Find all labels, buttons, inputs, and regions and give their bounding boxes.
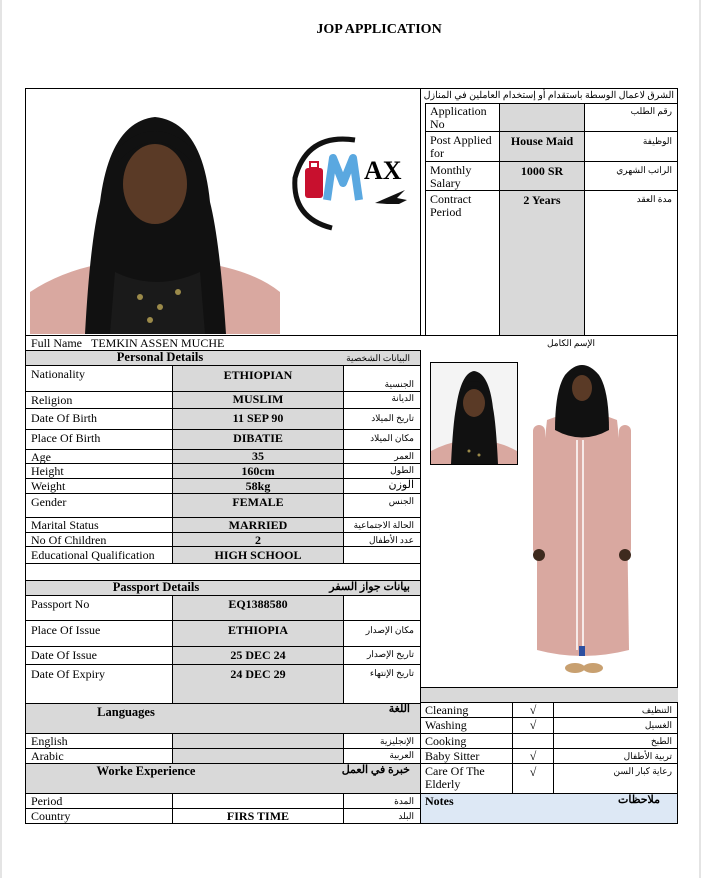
personal-heading: Personal Details <box>116 350 204 364</box>
post-applied-label-ar: الوظيفة <box>642 136 672 146</box>
nationality-value: ETHIOPIAN <box>223 368 293 382</box>
passport-photo <box>430 362 518 465</box>
full-body-photo <box>527 350 637 685</box>
arabic-label-ar: العربية <box>389 750 414 760</box>
marital-status-label: Marital Status <box>31 518 99 532</box>
nationality-label-ar: الجنسية <box>384 379 414 389</box>
baby-sitter-label-ar: تربية الأطفال <box>623 751 672 761</box>
religion-label-ar: الديانة <box>391 393 414 403</box>
age-label-ar: العمر <box>394 451 414 461</box>
elderly-care-check: √ <box>529 765 537 779</box>
pob-label-ar: مكان الميلاد <box>370 433 414 443</box>
height-label-ar: الطول <box>390 465 414 475</box>
page-title: JOP APPLICATION <box>316 22 442 37</box>
contract-period-label: Contract Period <box>430 192 472 219</box>
date-of-expiry-value: 24 DEC 29 <box>230 667 286 681</box>
application-no-label: Application No <box>430 104 487 131</box>
date-of-expiry-label: Date Of Expiry <box>31 667 105 681</box>
date-of-issue-label-ar: تاريخ الإصدار <box>366 649 414 659</box>
weight-label-ar: الوزن <box>388 479 414 491</box>
height-value: 160cm <box>241 464 275 478</box>
english-label: English <box>31 734 68 748</box>
weight-label: Weight <box>31 479 66 493</box>
gender-label-ar: الجنس <box>388 496 414 506</box>
experience-heading-ar: خبرة في العمل <box>341 764 410 776</box>
religion-value: MUSLIM <box>232 392 284 406</box>
date-of-issue-label: Date Of Issue <box>31 648 97 662</box>
children-value: 2 <box>255 533 261 547</box>
place-of-issue-value: ETHIOPIA <box>227 623 288 637</box>
dob-label: Date Of Birth <box>31 411 97 425</box>
monthly-salary-label-ar: الراتب الشهري <box>616 165 672 175</box>
baby-sitter-check: √ <box>529 749 537 763</box>
post-applied-value: House Maid <box>510 134 574 148</box>
page-edge-left <box>0 0 2 878</box>
logo-text: AX <box>364 156 402 185</box>
agency-logo <box>287 128 415 233</box>
languages-heading: Languages <box>97 705 155 719</box>
place-of-issue-label-ar: مكان الإصدار <box>365 625 414 635</box>
washing-label-ar: الغسيل <box>644 720 672 730</box>
full-name-value: TEMKIN ASSEN MUCHE <box>91 336 225 350</box>
children-label-ar: عدد الأطفال <box>369 535 414 545</box>
height-label: Height <box>31 464 64 478</box>
english-label-ar: الإنجليزية <box>380 736 414 746</box>
pob-value: DIBATIE <box>233 431 283 445</box>
notes-label: Notes <box>425 794 454 808</box>
period-label: Period <box>31 794 63 808</box>
marital-status-value: MARRIED <box>228 518 288 532</box>
agency-name-ar: الشرق لاعمال الوسطة باستقدام أو إستخدام العاملين في المنازل <box>423 91 674 101</box>
weight-value: 58kg <box>245 479 271 493</box>
cooking-label-ar: الطبخ <box>650 736 672 746</box>
contract-period-label-ar: مدة العقد <box>636 194 672 204</box>
nationality-label: Nationality <box>31 367 85 381</box>
passport-heading-ar: بيانات جواز السفر <box>329 581 410 593</box>
baby-sitter-label: Baby Sitter <box>425 749 480 763</box>
passport-no-label: Passport No <box>31 597 90 611</box>
pob-label: Place Of Birth <box>31 431 101 445</box>
candidate-portrait <box>30 92 280 334</box>
cleaning-label: Cleaning <box>425 703 469 717</box>
passport-no-value: EQ1388580 <box>228 597 288 611</box>
personal-heading-ar: البيانات الشخصية <box>346 353 410 363</box>
monthly-salary-value: 1000 SR <box>520 164 564 178</box>
elderly-care-label-ar: رعاية كبار السن <box>613 766 672 776</box>
marital-status-label-ar: الحالة الاجتماعية <box>353 520 414 530</box>
elderly-care-label: Care Of The Elderly <box>425 764 485 791</box>
monthly-salary-label: Monthly Salary <box>430 163 472 190</box>
place-of-issue-label: Place Of Issue <box>31 623 101 637</box>
country-label-ar: البلد <box>398 811 414 821</box>
experience-heading: Worke Experience <box>96 764 196 778</box>
education-value: HIGH SCHOOL <box>214 548 302 562</box>
application-no-label-ar: رقم الطلب <box>630 106 672 116</box>
gender-value: FEMALE <box>232 495 284 509</box>
washing-check: √ <box>529 718 537 732</box>
children-label: No Of Children <box>31 533 107 547</box>
dob-value: 11 SEP 90 <box>232 411 284 425</box>
gender-label: Gender <box>31 495 67 509</box>
age-value: 35 <box>252 449 264 463</box>
cooking-label: Cooking <box>425 734 467 748</box>
passport-heading: Passport Details <box>112 580 200 594</box>
period-label-ar: المدة <box>394 796 414 806</box>
washing-label: Washing <box>425 718 467 732</box>
arabic-label: Arabic <box>31 749 64 763</box>
full-name-label: Full Name <box>31 336 82 350</box>
religion-label: Religion <box>31 393 73 407</box>
languages-heading-ar: اللغة <box>388 703 410 715</box>
contract-period-value: 2 Years <box>523 193 561 207</box>
post-applied-label: Post Applied for <box>430 133 492 160</box>
cleaning-check: √ <box>529 703 537 717</box>
date-of-issue-value: 25 DEC 24 <box>230 648 286 662</box>
skills-top-strip <box>421 688 678 702</box>
country-label: Country <box>31 809 71 823</box>
country-value: FIRS TIME <box>226 809 290 823</box>
dob-label-ar: تاريخ الميلاد <box>371 413 414 423</box>
notes-label-ar: ملاحظات <box>618 794 660 806</box>
date-of-expiry-label-ar: تاريخ الإنتهاء <box>369 668 414 678</box>
full-name-label-ar: الإسم الكامل <box>546 338 595 348</box>
cleaning-label-ar: التنظيف <box>641 705 672 715</box>
education-label: Educational Qualification <box>31 548 155 562</box>
age-label: Age <box>31 450 51 464</box>
